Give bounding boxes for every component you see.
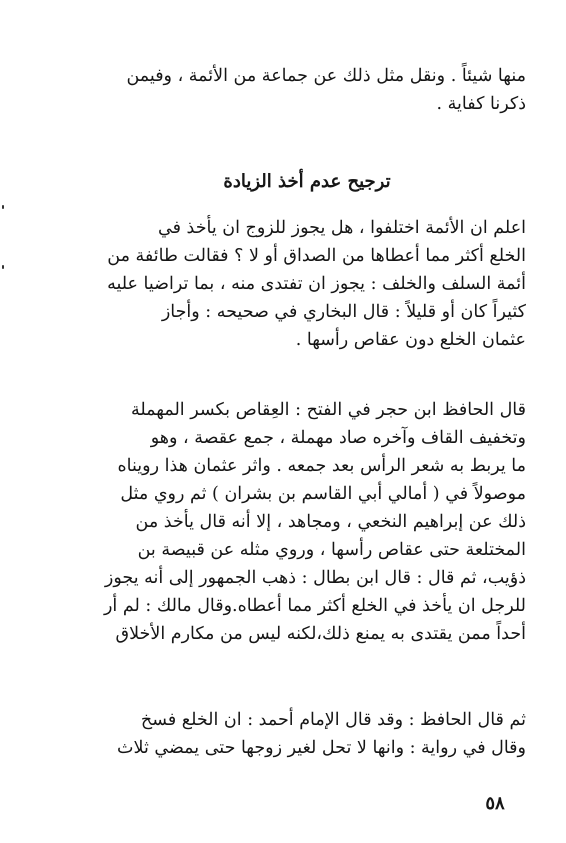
text-line: ثم قال الحافظ : وقد قال الإمام أحمد : ان الخلع فسخ (140, 710, 526, 730)
edge-mark (2, 265, 4, 269)
text-line: المختلعة حتى عقاص رأسها ، وروي مثله عن قبيصة بن (137, 540, 526, 560)
section-heading: ترجيح عدم أخذ الزيادة (223, 171, 391, 192)
paragraph-continuation (88, 62, 526, 118)
paragraph-ibn-hajar (88, 396, 526, 648)
paragraph-imam-ahmad (88, 706, 526, 762)
page-number: ٥٨ (485, 793, 505, 814)
text-line: الخلع أكثر مما أعطاها من الصداق أو لا ؟ فقالت طائفة من (107, 246, 526, 266)
text-line: قال الحافظ ابن حجر في الفتح : العِقاص بكسر المهملة (130, 400, 526, 420)
text-line: أحداً ممن يقتدى به يمنع ذلك،لكنه ليس من مكارم الأخلاق (115, 624, 526, 644)
text-line: ذؤيب، ثم قال : قال ابن بطال : ذهب الجمهور إلى أنه يجوز (104, 568, 526, 588)
paragraph-scholars-differ (88, 214, 526, 354)
text-line: كثيراً كان أو قليلاً : قال البخاري في صحيحه : وأجاز (161, 302, 526, 322)
text-line: أئمة السلف والخلف : يجوز ان تفتدى منه ، بما تراضيا عليه (107, 274, 526, 294)
text-line: موصولاً في ( أمالي أبي القاسم بن بشران ) ثم روي مثل (120, 484, 526, 504)
edge-mark (2, 205, 4, 209)
text-line: ذلك عن إبراهيم النخعي ، ومجاهد ، إلا أنه قال يأخذ من (135, 512, 526, 532)
text-line: للرجل ان يأخذ في الخلع أكثر مما أعطاه.وقال مالك : لم أر (103, 596, 526, 616)
text-line: منها شيئاً . ونقل مثل ذلك عن جماعة من الأئمة ، وفيمن (126, 66, 526, 86)
text-line: اعلم ان الأئمة اختلفوا ، هل يجوز للزوج ان يأخذ في (158, 218, 526, 238)
text-line: عثمان الخلع دون عقاص رأسها . (295, 330, 526, 350)
text-line: ما يربط به شعر الرأس بعد جمعه . واثر عثمان هذا رويناه (117, 456, 526, 476)
text-line: ذكرنا كفاية . (436, 94, 526, 114)
text-line: وتخفيف القاف وآخره صاد مهملة ، جمع عقصة ، وهو (150, 428, 526, 448)
text-line: وقال في رواية : وانها لا تحل لغير زوجها حتى يمضي ثلاث (117, 738, 526, 758)
